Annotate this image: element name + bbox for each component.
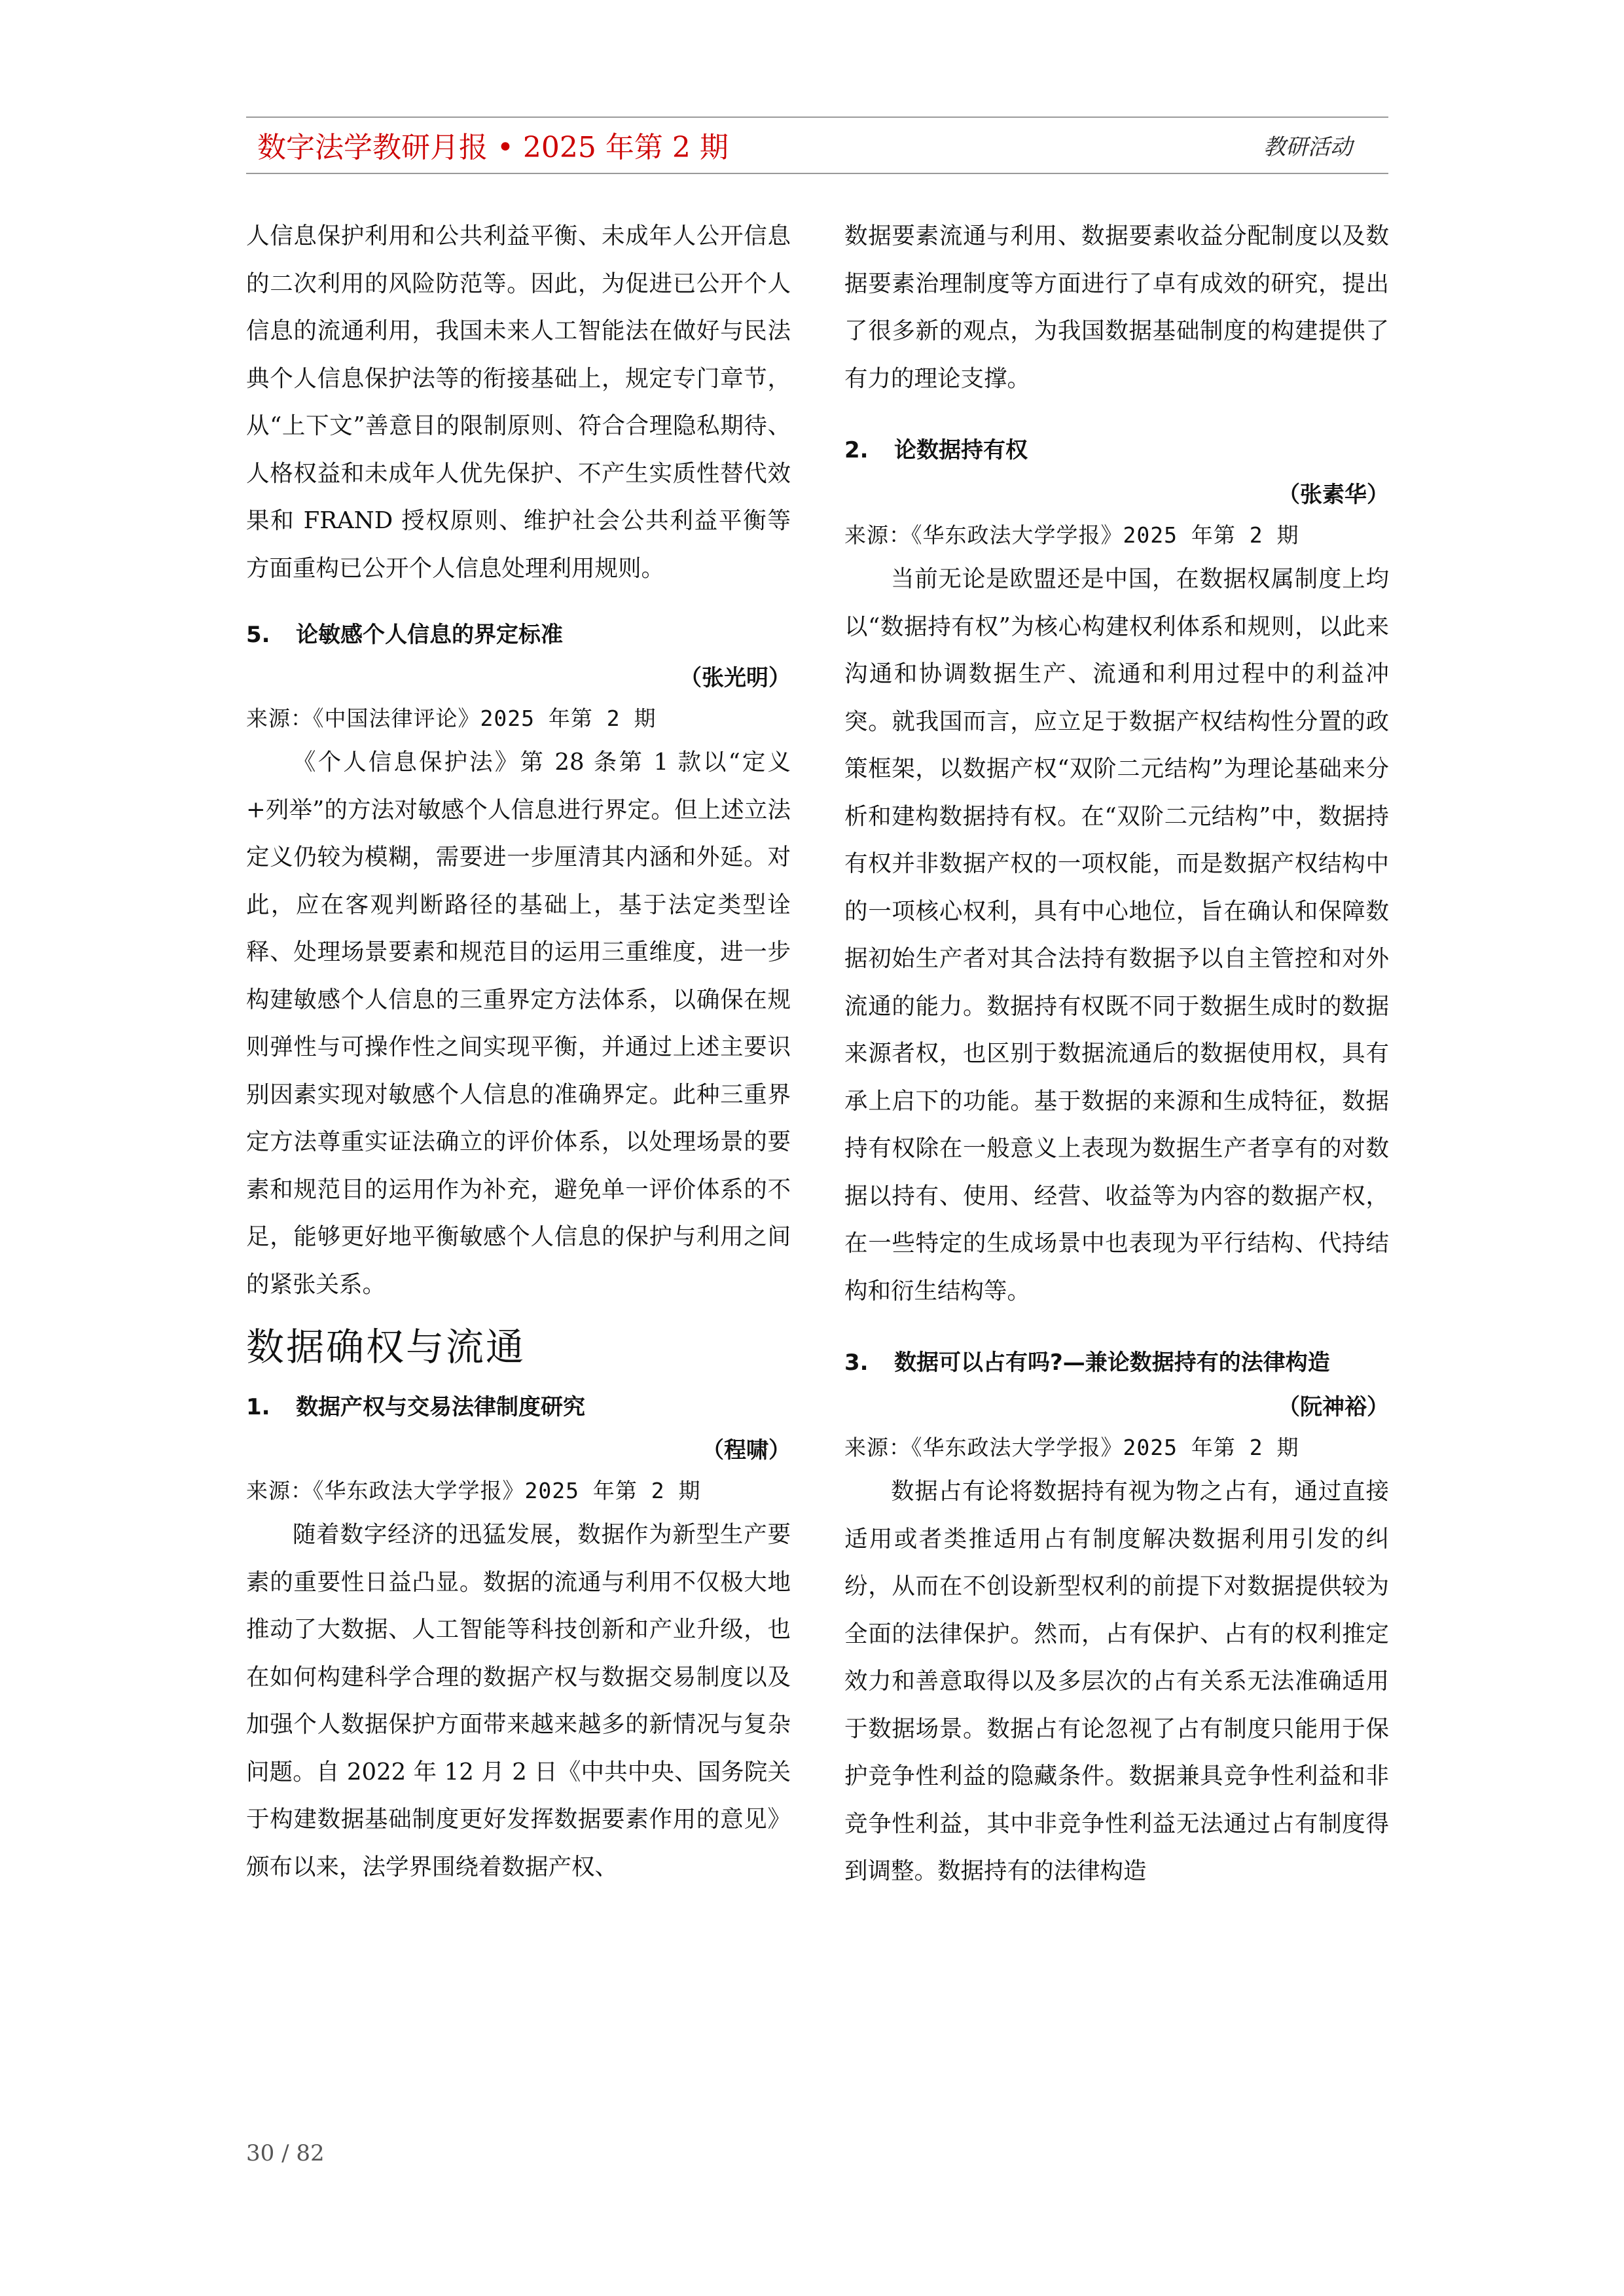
header-rule-bottom: [246, 173, 1388, 174]
article-body: 随着数字经济的迅猛发展，数据作为新型生产要素的重要性日益凸显。数据的流通与利用不仅极大地推动了大数据、人工智能等科技创新和产业升级，也在如何构建科学合理的数据产权与数据交易制度以及加强个人数据保护方面带来越来越多的新情况与复杂问题。自 2022 年 12 月 2 日《中共中央、国务院关于构建数据基础制度更好发挥数据要素作用的意见》颁布以来，法学界围绕着数据产权、: [246, 1521, 791, 1880]
article-author: （张光明）: [679, 665, 791, 691]
article-number: 2.: [844, 437, 869, 463]
left-column: [246, 213, 791, 1891]
article-heading: [844, 1346, 1389, 1379]
right-column: [844, 213, 1389, 1895]
article-number: 5.: [246, 622, 270, 648]
article-5: [246, 619, 791, 1308]
article-1: [246, 1391, 791, 1891]
article-source: 来源：《华东政法大学学报》2025 年第 2 期: [246, 1478, 701, 1503]
section-heading: 数据确权与流通: [246, 1325, 526, 1369]
article-number: 1.: [246, 1394, 270, 1420]
article-author: （阮神裕）: [1278, 1394, 1389, 1420]
page-number: 30 / 82: [246, 2140, 325, 2166]
article-heading: [844, 434, 1389, 467]
article-heading: [246, 1391, 791, 1424]
continued-paragraph: 数据要素流通与利用、数据要素收益分配制度以及数据要素治理制度等方面进行了卓有成效的研究，提出了很多新的观点，为我国数据基础制度的构建提供了有力的理论支撑。: [844, 223, 1389, 392]
article-body: 当前无论是欧盟还是中国，在数据权属制度上均以“数据持有权”为核心构建权利体系和规则，以此来沟通和协调数据生产、流通和利用过程中的利益冲突。就我国而言，应立足于数据产权结构性分置的政策框架，以数据产权“双阶二元结构”为理论基础来分析和建构数据持有权。在“双阶二元结构”中，数据持有权并非数据产权的一项权能，而是数据产权结构中的一项核心权利，具有中心地位，旨在确认和保障数据初始生产者对其合法持有数据予以自主管控和对外流通的能力。数据持有权既不同于数据生成时的数据来源者权，也区别于数据流通后的数据使用权，具有承上启下的功能。基于数据的来源和生成特征，数据持有权除在一般意义上表现为数据生产者享有的对数据以持有、使用、经营、收益等为内容的数据产权，在一些特定的生成场景中也表现为平行结构、代持结构和衍生结构等。: [844, 565, 1389, 1304]
article-author: （程啸）: [702, 1437, 791, 1463]
article-2: [844, 434, 1389, 1315]
article-number: 3.: [844, 1350, 869, 1376]
article-title: 论敏感个人信息的界定标准: [296, 622, 563, 648]
article-source: 来源：《华东政法大学学报》2025 年第 2 期: [844, 1435, 1299, 1460]
article-title: 数据产权与交易法律制度研究: [296, 1394, 585, 1420]
intro-paragraph: 人信息保护利用和公共利益平衡、未成年人公开信息的二次利用的风险防范等。因此，为促进已公开个人信息的流通利用，我国未来人工智能法在做好与民法典个人信息保护法等的衔接基础上，规定专门章节，从“上下文”善意目的限制原则、符合合理隐私期待、人格权益和未成年人优先保护、不产生实质性替代效果和 FRAND 授权原则、维护社会公共利益平衡等方面重构已公开个人信息处理利用规则。: [246, 223, 791, 582]
article-author: （张素华）: [1278, 482, 1389, 508]
article-heading: [246, 619, 791, 651]
article-title: 数据可以占有吗?—兼论数据持有的法律构造: [894, 1350, 1330, 1376]
header-rule-top: [246, 117, 1388, 118]
article-source: 来源：《中国法律评论》2025 年第 2 期: [246, 706, 657, 731]
article-source: 来源：《华东政法大学学报》2025 年第 2 期: [844, 522, 1299, 548]
article-body: 数据占有论将数据持有视为物之占有，通过直接适用或者类推适用占有制度解决数据利用引发的纠纷，从而在不创设新型权利的前提下对数据提供较为全面的法律保护。然而，占有保护、占有的权利推定效力和善意取得以及多层次的占有关系无法准确适用于数据场景。数据占有论忽视了占有制度只能用于保护竞争性利益的隐藏条件。数据兼具竞争性利益和非竞争性利益，其中非竞争性利益无法通过占有制度得到调整。数据持有的法律构造: [844, 1478, 1389, 1884]
article-3: [844, 1346, 1389, 1895]
article-title: 论数据持有权: [894, 437, 1028, 463]
article-body: 《个人信息保护法》第 28 条第 1 款以“定义+列举”的方法对敏感个人信息进行界定。但上述立法定义仍较为模糊，需要进一步厘清其内涵和外延。对此，应在客观判断路径的基础上，基于法定类型诠释、处理场景要素和规范目的运用三重维度，进一步构建敏感个人信息的三重界定方法体系，以确保在规则弹性与可操作性之间实现平衡，并通过上述主要识别因素实现对敏感个人信息的准确界定。此种三重界定方法尊重实证法确立的评价体系，以处理场景的要素和规范目的运用作为补充，避免单一评价体系的不足，能够更好地平衡敏感个人信息的保护与利用之间的紧张关系。: [246, 749, 791, 1298]
journal-title: 数字法学教研月报 • 2025 年第 2 期: [257, 131, 729, 164]
section-label: 教研活动: [1263, 134, 1352, 160]
